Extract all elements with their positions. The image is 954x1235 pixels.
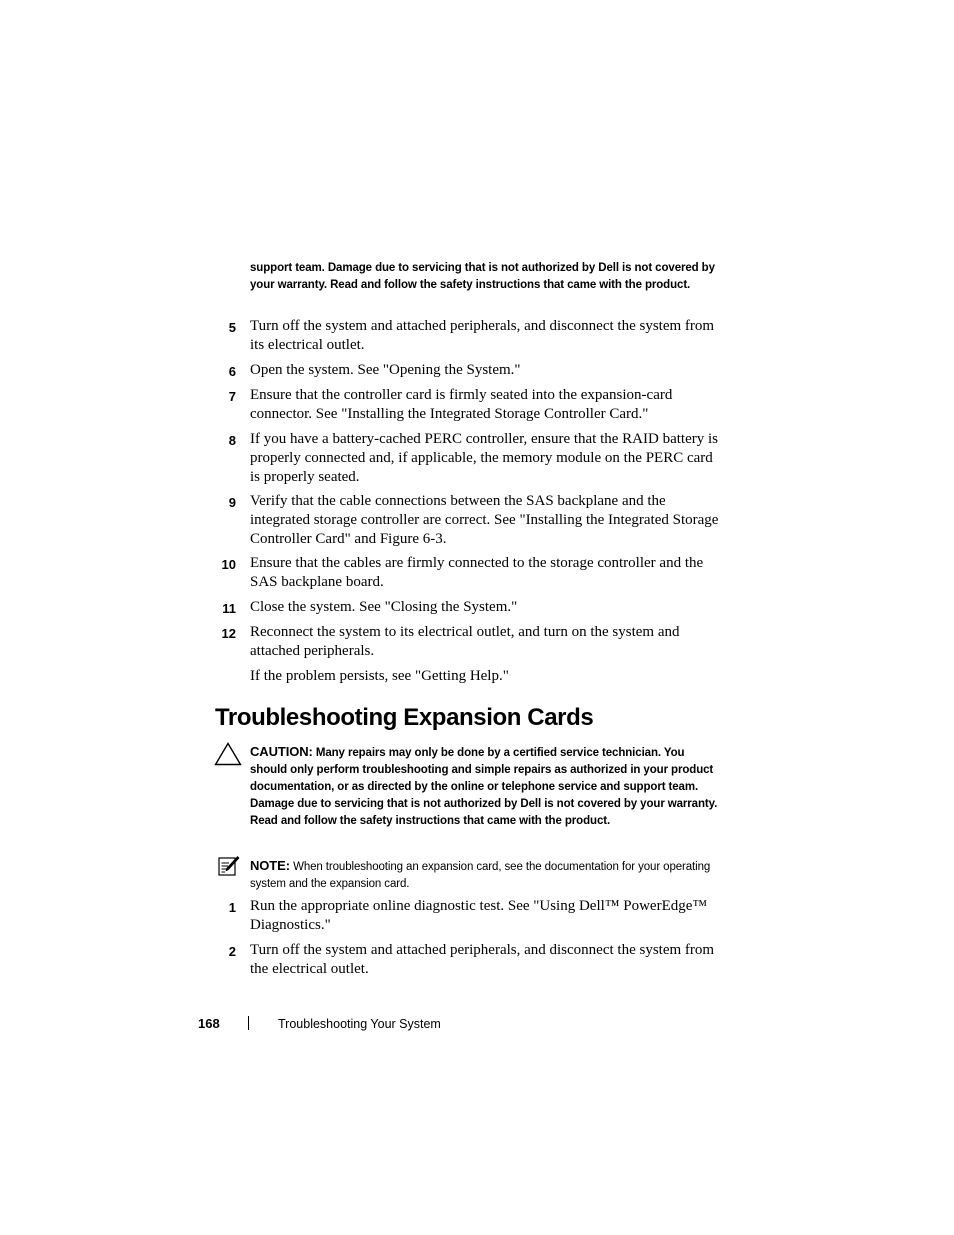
caution-text: Many repairs may only be done by a certified service technician. You should only perform troubleshooting and simple repairs as authorized in your product documentation, or as directed by the online or telephone service and support team. Damage due to servicing that is not authorized by Dell is not covered by your warranty. Read and follow the safety instructions that came with the product. — [250, 747, 718, 827]
caution-notice — [250, 743, 720, 830]
section-heading: Troubleshooting Expansion Cards — [215, 704, 594, 731]
step-text: Turn off the system and attached peripherals, and disconnect the system from the electrical outlet. — [250, 942, 715, 977]
step-text: If you have a battery-cached PERC controller, ensure that the RAID battery is properly connected and, if applicable, the memory module on the PERC card is properly seated. — [250, 431, 718, 485]
page-number: 168 — [198, 1016, 220, 1031]
note-notice — [250, 857, 720, 893]
step-number: 9 — [228, 495, 236, 510]
note-text: When troubleshooting an expansion card, see the documentation for your operating system and the expansion card. — [250, 861, 711, 890]
step-number: 1 — [228, 900, 236, 915]
continued-caution-text: support team. Damage due to servicing that is not authorized by Dell is not covered by your warranty. Read and follow the safety instructions that came with the product. — [250, 262, 715, 291]
footer-chapter-title: Troubleshooting Your System — [278, 1017, 441, 1031]
step-text: Turn off the system and attached peripherals, and disconnect the system from its electrical outlet. — [250, 318, 715, 353]
step-number: 6 — [228, 364, 236, 379]
note-label: NOTE: — [250, 858, 290, 873]
step-text: Ensure that the controller card is firmly seated into the expansion-card connector. See "Installing the Integrated Storage Controller Card." — [250, 387, 673, 422]
step-number: 8 — [228, 433, 236, 448]
step-number: 2 — [228, 944, 236, 959]
step-text: Reconnect the system to its electrical outlet, and turn on the system and attached peripherals. — [250, 624, 680, 659]
step-text: Open the system. See "Opening the System." — [250, 362, 521, 378]
step-text: Verify that the cable connections between the SAS backplane and the integrated storage controller are correct. See "Installing the Integrated Storage Controller Card" and Figure 6-3. — [250, 493, 719, 547]
step-text: Run the appropriate online diagnostic test. See "Using Dell™ PowerEdge™ Diagnostics." — [250, 898, 708, 933]
step-number: 11 — [222, 601, 236, 616]
step-number: 10 — [221, 557, 236, 572]
step-number: 7 — [228, 389, 236, 404]
note-pencil-icon — [218, 855, 240, 877]
step-number: 5 — [228, 320, 236, 335]
step-number: 12 — [221, 626, 236, 641]
step-text: Ensure that the cables are firmly connected to the storage controller and the SAS backplane board. — [250, 555, 704, 590]
caution-triangle-icon — [214, 742, 242, 766]
persist-text: If the problem persists, see "Getting Help." — [250, 668, 509, 684]
step-text: Close the system. See "Closing the System." — [250, 599, 518, 615]
caution-label: CAUTION: — [250, 744, 313, 759]
footer-divider — [248, 1016, 249, 1030]
